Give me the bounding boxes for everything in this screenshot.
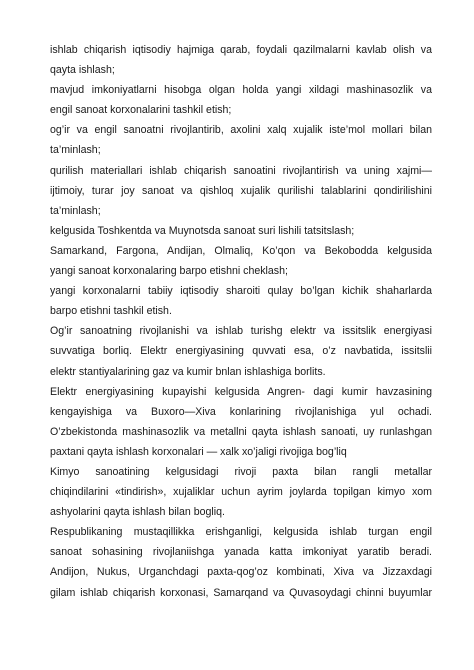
text-line: Og’ir sanoatning rivojlanishi va ishlab turishg elektr va issitslik energiyasi — [50, 325, 432, 338]
text-line: sanoat sohasining rivojlaniishga yanada katta imkoniyat yaratib beradi. — [50, 546, 432, 559]
text-line: elektr stantiyalarining gaz va kumir bnlan ishlashiga borlits. — [50, 365, 326, 378]
text-line: ta’minlash; — [50, 144, 101, 157]
text-line: kelgusida Toshkentda va Muynotsda sanoat suri lishili tatsitslash; — [50, 224, 355, 237]
text-line: Andijon, Nukus, Urganchdagi paxta-qog’oz kombinati, Xiva va Jizzaxdagi — [50, 566, 432, 579]
text-line: barpo etishni tashkil etish. — [50, 305, 172, 318]
text-line: mavjud imkoniyatlarni hisobga olgan holda yangi xildagi mashinasozlik va — [50, 84, 432, 97]
text-line: yangi sanoat korxonalaring barpo etishni cheklash; — [50, 265, 288, 278]
text-line: gilam ishlab chiqarish korxonasi, Samarqand va Quvasoydagi chinni buyumlar — [50, 586, 432, 599]
text-line: kengayishiga va Buxoro—Xiva konlarining rivojlanishiga yul ochadi. — [50, 405, 432, 418]
text-line: ishlab chiqarish iqtisodiy hajmiga qarab, foydali qazilmalarni kavlab olish va — [50, 44, 432, 56]
text-line: yangi korxonalarni tabiiy iqtisodiy sharoiti qulay bo’lgan kichik shaharlarda — [50, 285, 432, 298]
text-line: qayta ishlash; — [50, 64, 115, 77]
document-page — [50, 40, 432, 603]
text-line: ta’minlash; — [50, 204, 101, 217]
text-line: engil sanoat korxonalarini tashkil etish; — [50, 104, 232, 117]
text-line: ijtimoiy, turar joy sanoat va qishloq xujalik qurilishi talablarini qondirilishini — [50, 184, 432, 197]
text-line: Samarkand, Fargona, Andijan, Olmaliq, Ko’qon va Bekobodda kelgusida — [50, 244, 432, 257]
text-line: chiqindilarini «tindirish», xujaliklar uchun ayrim joylarda topilgan kimyo xom — [50, 486, 432, 499]
text-line: Respublikaning mustaqillikka erishganligi, kelgusida ishlab turgan engil — [50, 526, 432, 539]
text-line: ashyolarini qayta ishlash bilan bogliq. — [50, 506, 225, 519]
text-line: suvvatiga borliq. Elektr energiyasining quvvati esa, o’z navbatida, issitslii — [50, 345, 432, 358]
text-line: qurilish materiallari ishlab chiqarish sanoatini rivojlantirish va uning xajmi— — [50, 164, 432, 177]
text-line: og’ir va engil sanoatni rivojlantirib, axolini xalq xujalik iste’mol mollari bilan — [50, 124, 432, 137]
text-line: Elektr energiyasining kupayishi kelgusida Angren- dagi kumir havzasining — [50, 385, 432, 398]
text-line: Kimyo sanoatining kelgusidagi rivoji paxta bilan rangli metallar — [50, 465, 432, 478]
text-line: paxtani qayta ishlash korxonalari — xalk xo’jaligi rivojiga bog’liq — [50, 445, 347, 458]
text-line: O’zbekistonda mashinasozlik va metallni qayta ishlash sanoati, uy runlashgan — [50, 425, 432, 438]
